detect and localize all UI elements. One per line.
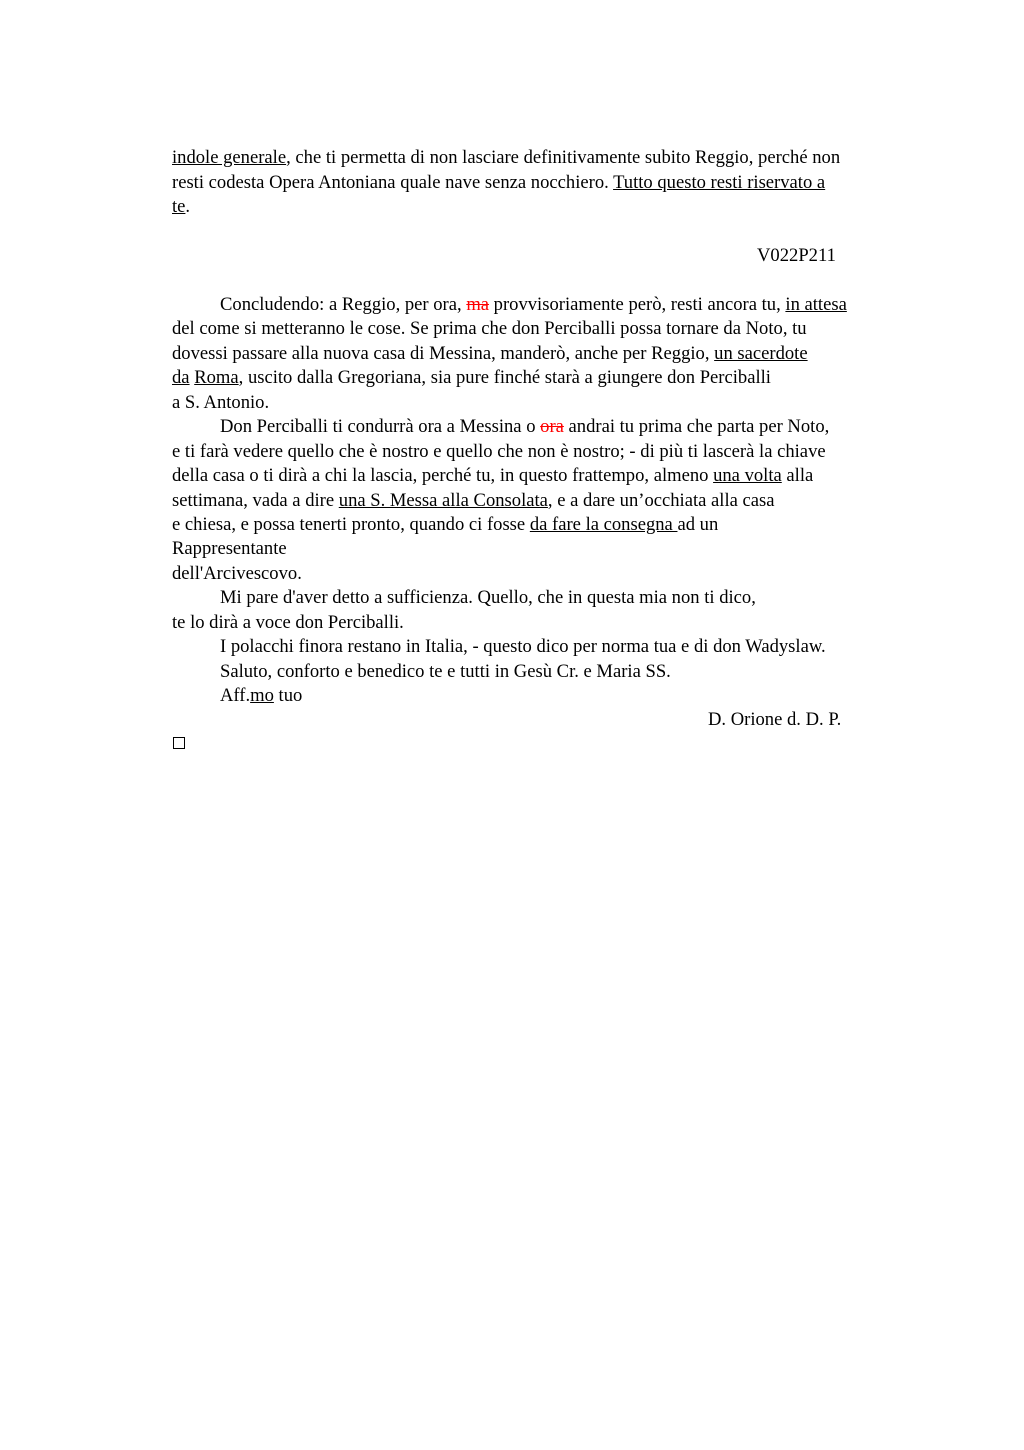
underlined-text: un sacerdote — [714, 343, 808, 364]
underlined-text: Roma — [194, 367, 239, 388]
text-line — [220, 293, 847, 317]
text-line: Mi pare d'aver detto a sufficienza. Quello, che in questa mia non ti dico, — [220, 587, 756, 608]
deleted-text: ma — [466, 294, 490, 315]
page-reference: V022P211 — [757, 245, 836, 266]
text-line — [220, 415, 829, 439]
underlined-text: te — [172, 196, 186, 217]
text-span: , uscito dalla Gregoriana, sia pure finché starà a giungere don Perciballi — [238, 367, 771, 388]
text-span: Aff. — [220, 685, 251, 706]
closing-line — [220, 684, 302, 708]
text-span: resti codesta Opera Antoniana quale nave senza nocchiero. — [172, 172, 614, 193]
underlined-text: indole generale — [172, 147, 287, 168]
underlined-text: una volta — [713, 465, 782, 486]
deleted-text: ora — [540, 416, 564, 437]
text-span: Concludendo: a Reggio, per ora, — [220, 294, 467, 315]
text-line: dell'Arcivescovo. — [172, 563, 302, 584]
text-line — [172, 342, 808, 366]
text-span: dovessi passare alla nuova casa di Messina, manderò, anche per Reggio, — [172, 343, 715, 364]
text-span: della casa o ti dirà a chi la lascia, perché tu, in questo frattempo, almeno — [172, 465, 714, 486]
underlined-text: una S. Messa alla Consolata — [338, 490, 548, 511]
signature: D. Orione d. D. P. — [708, 709, 842, 730]
text-span: ad un — [677, 514, 719, 535]
underlined-text: in attesa — [785, 294, 847, 315]
underlined-text: Tutto questo resti riservato a — [613, 172, 826, 193]
text-line — [172, 513, 718, 537]
text-span: provvisoriamente però, resti ancora tu, — [489, 294, 786, 315]
text-span: , e a dare un’occhiata alla casa — [547, 490, 775, 511]
text-line: I polacchi finora restano in Italia, - questo dico per norma tua e di don Wadyslaw. — [220, 636, 826, 657]
text-line: te lo dirà a voce don Perciballi. — [172, 612, 404, 633]
text-line — [172, 489, 775, 513]
text-span: settimana, vada a dire — [172, 490, 339, 511]
text-line — [172, 146, 840, 170]
text-span: tuo — [273, 685, 303, 706]
text-line — [172, 195, 190, 219]
text-span: . — [185, 196, 191, 217]
text-span: e chiesa, e possa tenerti pronto, quando ci fosse — [172, 514, 530, 535]
text-span: andrai tu prima che parta per Noto, — [563, 416, 830, 437]
text-span: , che ti permetta di non lasciare definitivamente subito Reggio, perché non — [286, 147, 841, 168]
text-span: Don Perciballi ti condurrà ora a Messina o — [220, 416, 541, 437]
underlined-text: mo — [250, 685, 274, 706]
text-line — [172, 464, 813, 488]
underlined-text: da fare la consegna — [529, 514, 678, 535]
text-line: e ti farà vedere quello che è nostro e quello che non è nostro; - di più ti lascerà la chiave — [172, 441, 826, 462]
text-line — [172, 171, 825, 195]
text-line — [172, 366, 771, 390]
text-line: Saluto, conforto e benedico te e tutti in Gesù Cr. e Maria SS. — [220, 661, 671, 682]
text-line: a S. Antonio. — [172, 392, 270, 413]
text-line: Rappresentante — [172, 538, 287, 559]
underlined-text: da — [172, 367, 190, 388]
text-line: del come si metteranno le cose. Se prima che don Perciballi possa tornare da Noto, tu — [172, 318, 807, 339]
text-span: alla — [781, 465, 814, 486]
box-icon — [173, 737, 185, 749]
